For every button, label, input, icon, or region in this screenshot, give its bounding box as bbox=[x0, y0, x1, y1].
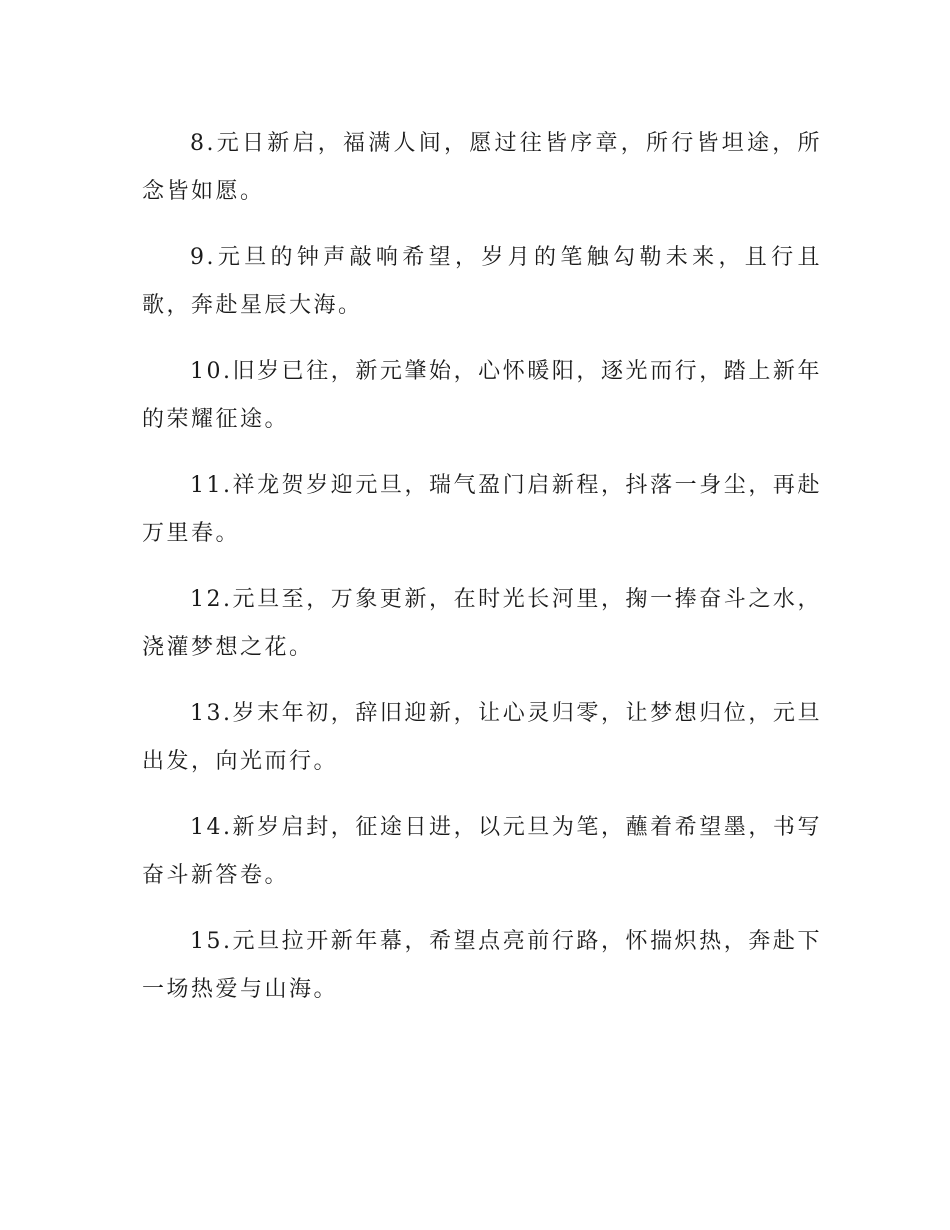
paragraph-12: 12.元旦至，万象更新，在时光长河里，掬一捧奋斗之水，浇灌梦想之花。 bbox=[142, 587, 822, 660]
paragraph-14: 14.新岁启封，征途日进，以元旦为笔，蘸着希望墨，书写奋斗新答卷。 bbox=[142, 815, 822, 888]
paragraph-15: 15.元旦拉开新年幕，希望点亮前行路，怀揣炽热，奔赴下一场热爱与山海。 bbox=[142, 929, 822, 1002]
paragraph-10: 10.旧岁已往，新元肇始，心怀暖阳，逐光而行，踏上新年的荣耀征途。 bbox=[142, 359, 822, 432]
paragraph-8: 8.元日新启，福满人间，愿过往皆序章，所行皆坦途，所念皆如愿。 bbox=[142, 131, 822, 204]
paragraph-13: 13.岁末年初，辞旧迎新，让心灵归零，让梦想归位，元旦出发，向光而行。 bbox=[142, 701, 822, 774]
paragraph-11: 11.祥龙贺岁迎元旦，瑞气盈门启新程，抖落一身尘，再赴万里春。 bbox=[142, 473, 822, 546]
paragraph-9: 9.元旦的钟声敲响希望，岁月的笔触勾勒未来，且行且歌，奔赴星辰大海。 bbox=[142, 245, 822, 318]
